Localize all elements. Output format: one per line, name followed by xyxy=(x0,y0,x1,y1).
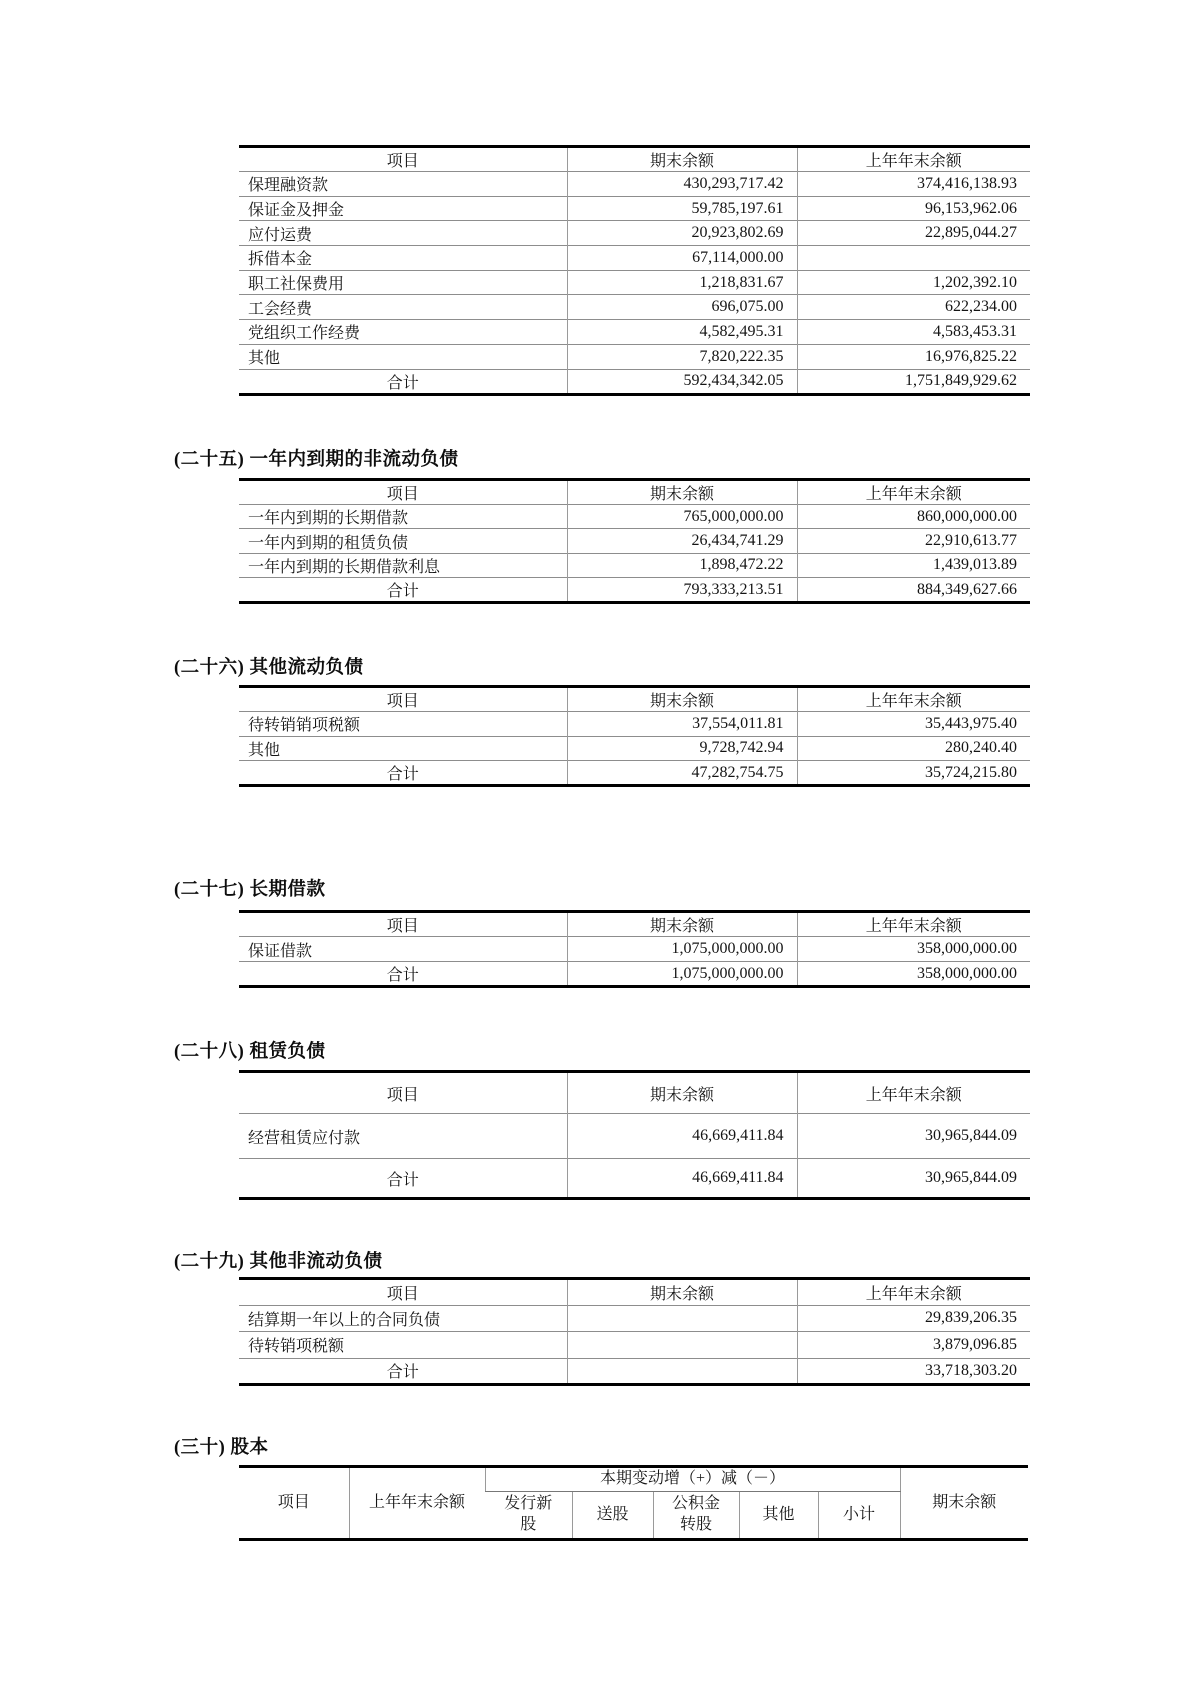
value-cell: 59,785,197.61 xyxy=(567,196,797,221)
value-cell: 22,895,044.27 xyxy=(797,221,1030,246)
total-label-cell: 合计 xyxy=(386,583,419,601)
share-new-issue-header-cell: 发行新股 xyxy=(504,1495,553,1533)
share-reserve-conversion-header-cell: 公积金转股 xyxy=(653,1492,739,1540)
value-cell: 16,976,825.22 xyxy=(797,344,1030,369)
value-cell: 35,443,975.40 xyxy=(797,712,1030,737)
value-cell: 20,923,802.69 xyxy=(567,221,797,246)
value-cell: 430,293,717.42 xyxy=(567,172,797,197)
table-header-cell: 上年年末余额 xyxy=(797,687,1030,712)
share-other-header-cell: 其他 xyxy=(739,1492,818,1540)
total-value-cell xyxy=(567,1358,797,1385)
total-value-cell: 1,751,849,929.62 xyxy=(797,369,1030,394)
share-item-header-cell: 项目 xyxy=(277,1493,310,1511)
table-row xyxy=(239,937,1030,962)
other-payables-table xyxy=(239,145,1030,396)
table-header-cell: 项目 xyxy=(386,693,419,710)
table-header-cell: 期末余额 xyxy=(567,480,797,505)
value-cell xyxy=(567,1305,797,1332)
total-value-cell: 33,718,303.20 xyxy=(797,1358,1030,1385)
total-value-cell: 793,333,213.51 xyxy=(567,578,797,603)
value-cell: 37,554,011.81 xyxy=(567,712,797,737)
total-label-cell: 合计 xyxy=(386,374,419,392)
total-label-cell: 合计 xyxy=(386,766,419,783)
table-header-row xyxy=(239,1279,1030,1306)
value-cell: 1,218,831.67 xyxy=(567,270,797,295)
total-value-cell: 884,349,627.66 xyxy=(797,578,1030,603)
table-row xyxy=(239,196,1030,221)
total-value-cell: 30,965,844.09 xyxy=(797,1159,1030,1199)
value-cell: 696,075.00 xyxy=(567,295,797,320)
table-row xyxy=(239,1305,1030,1332)
section-heading-25: (二十五) 一年内到期的非流动负债 xyxy=(174,450,459,470)
total-value-cell: 46,669,411.84 xyxy=(567,1159,797,1199)
item-cell: 职工社保费用 xyxy=(248,276,345,294)
value-cell: 4,583,453.31 xyxy=(797,320,1030,345)
table-row xyxy=(239,320,1030,345)
total-label-cell: 合计 xyxy=(386,1171,419,1189)
table-header-row xyxy=(239,1072,1030,1114)
table-header-cell: 上年年末余额 xyxy=(797,912,1030,937)
share-bonus-header-cell: 送股 xyxy=(572,1492,653,1540)
item-cell: 保证借款 xyxy=(248,942,313,960)
table-header-cell: 项目 xyxy=(386,918,419,935)
value-cell: 4,582,495.31 xyxy=(567,320,797,345)
table-row xyxy=(239,344,1030,369)
table-header-cell: 项目 xyxy=(386,153,419,170)
table-row xyxy=(239,736,1030,761)
share-table-group-header-row xyxy=(239,1467,1028,1492)
table-header-cell: 项目 xyxy=(386,486,419,503)
item-cell: 其他 xyxy=(248,350,281,368)
item-cell: 一年内到期的长期借款利息 xyxy=(248,558,441,576)
value-cell: 1,898,472.22 xyxy=(567,553,797,577)
table-row xyxy=(239,270,1030,295)
share-capital-table xyxy=(239,1465,1028,1541)
item-cell: 一年内到期的租赁负债 xyxy=(248,534,409,552)
long-term-borrowings-table xyxy=(239,910,1030,988)
share-subtotal-header-cell: 小计 xyxy=(818,1492,900,1540)
table-header-cell: 上年年末余额 xyxy=(797,480,1030,505)
table-header-cell: 期末余额 xyxy=(567,912,797,937)
item-cell: 其他 xyxy=(248,741,281,759)
item-cell: 待转销销项税额 xyxy=(248,717,361,735)
item-cell: 经营租赁应付款 xyxy=(248,1129,361,1147)
other-noncurrent-liabilities-table xyxy=(239,1277,1030,1386)
total-value-cell: 592,434,342.05 xyxy=(567,369,797,394)
value-cell: 46,669,411.84 xyxy=(567,1114,797,1159)
value-cell: 96,153,962.06 xyxy=(797,196,1030,221)
share-change-group-header-cell: 本期变动增（+）减（－） xyxy=(485,1467,900,1492)
value-cell: 67,114,000.00 xyxy=(567,246,797,271)
total-row xyxy=(239,761,1030,786)
total-value-cell: 47,282,754.75 xyxy=(567,761,797,786)
table-row xyxy=(239,246,1030,271)
section-heading-28: (二十八) 租赁负债 xyxy=(174,1042,326,1062)
total-label-cell: 合计 xyxy=(386,967,419,984)
value-cell: 30,965,844.09 xyxy=(797,1114,1030,1159)
value-cell: 1,202,392.10 xyxy=(797,270,1030,295)
value-cell: 280,240.40 xyxy=(797,736,1030,761)
value-cell: 860,000,000.00 xyxy=(797,505,1030,529)
table-row xyxy=(239,1332,1030,1359)
value-cell: 22,910,613.77 xyxy=(797,529,1030,553)
table-header-cell: 期末余额 xyxy=(567,687,797,712)
table-row xyxy=(239,529,1030,553)
item-cell: 保证金及押金 xyxy=(248,202,345,220)
section-heading-26: (二十六) 其他流动负债 xyxy=(174,658,364,678)
table-header-cell: 上年年末余额 xyxy=(797,1279,1030,1306)
item-cell: 应付运费 xyxy=(248,226,313,244)
lease-liabilities-table xyxy=(239,1070,1030,1200)
value-cell: 3,879,096.85 xyxy=(797,1332,1030,1359)
table-header-cell: 项目 xyxy=(386,1285,419,1303)
value-cell: 374,416,138.93 xyxy=(797,172,1030,197)
table-header-cell: 期末余额 xyxy=(567,1072,797,1114)
section-heading-29: (二十九) 其他非流动负债 xyxy=(174,1252,383,1272)
value-cell: 1,439,013.89 xyxy=(797,553,1030,577)
item-cell: 待转销项税额 xyxy=(248,1338,345,1356)
total-row xyxy=(239,369,1030,394)
noncurrent-due-table xyxy=(239,478,1030,604)
share-period-end-header-cell: 期末余额 xyxy=(900,1467,1028,1540)
table-row xyxy=(239,172,1030,197)
total-row xyxy=(239,1159,1030,1199)
table-row xyxy=(239,553,1030,577)
item-cell: 工会经费 xyxy=(248,300,313,318)
total-value-cell: 1,075,000,000.00 xyxy=(567,962,797,987)
table-header-cell: 期末余额 xyxy=(567,147,797,172)
table-row xyxy=(239,221,1030,246)
section-heading-30: (三十) 股本 xyxy=(174,1438,269,1458)
item-cell: 结算期一年以上的合同负债 xyxy=(248,1311,441,1329)
item-cell: 拆借本金 xyxy=(248,251,313,269)
table-header-cell: 上年年末余额 xyxy=(797,1072,1030,1114)
table-row xyxy=(239,505,1030,529)
table-header-cell: 上年年末余额 xyxy=(797,147,1030,172)
total-label-cell: 合计 xyxy=(386,1364,419,1382)
table-header-row xyxy=(239,912,1030,937)
table-header-row xyxy=(239,147,1030,172)
value-cell xyxy=(567,1332,797,1359)
total-row xyxy=(239,578,1030,603)
value-cell: 9,728,742.94 xyxy=(567,736,797,761)
value-cell: 7,820,222.35 xyxy=(567,344,797,369)
section-heading-27: (二十七) 长期借款 xyxy=(174,880,326,900)
value-cell: 765,000,000.00 xyxy=(567,505,797,529)
total-value-cell: 35,724,215.80 xyxy=(797,761,1030,786)
item-cell: 党组织工作经费 xyxy=(248,325,361,343)
item-cell: 保理融资款 xyxy=(248,177,329,195)
table-row xyxy=(239,712,1030,737)
total-row xyxy=(239,1358,1030,1385)
value-cell: 29,839,206.35 xyxy=(797,1305,1030,1332)
value-cell: 26,434,741.29 xyxy=(567,529,797,553)
table-header-row xyxy=(239,480,1030,505)
other-current-liabilities-table xyxy=(239,685,1030,787)
table-row xyxy=(239,1114,1030,1159)
total-value-cell: 358,000,000.00 xyxy=(797,962,1030,987)
value-cell: 358,000,000.00 xyxy=(797,937,1030,962)
table-header-cell: 项目 xyxy=(386,1086,419,1104)
table-header-row xyxy=(239,687,1030,712)
item-cell: 一年内到期的长期借款 xyxy=(248,510,409,528)
table-row xyxy=(239,295,1030,320)
value-cell: 1,075,000,000.00 xyxy=(567,937,797,962)
table-header-cell: 期末余额 xyxy=(567,1279,797,1306)
share-prev-year-header-cell: 上年年末余额 xyxy=(349,1467,485,1540)
value-cell xyxy=(797,246,1030,271)
value-cell: 622,234.00 xyxy=(797,295,1030,320)
total-row xyxy=(239,962,1030,987)
